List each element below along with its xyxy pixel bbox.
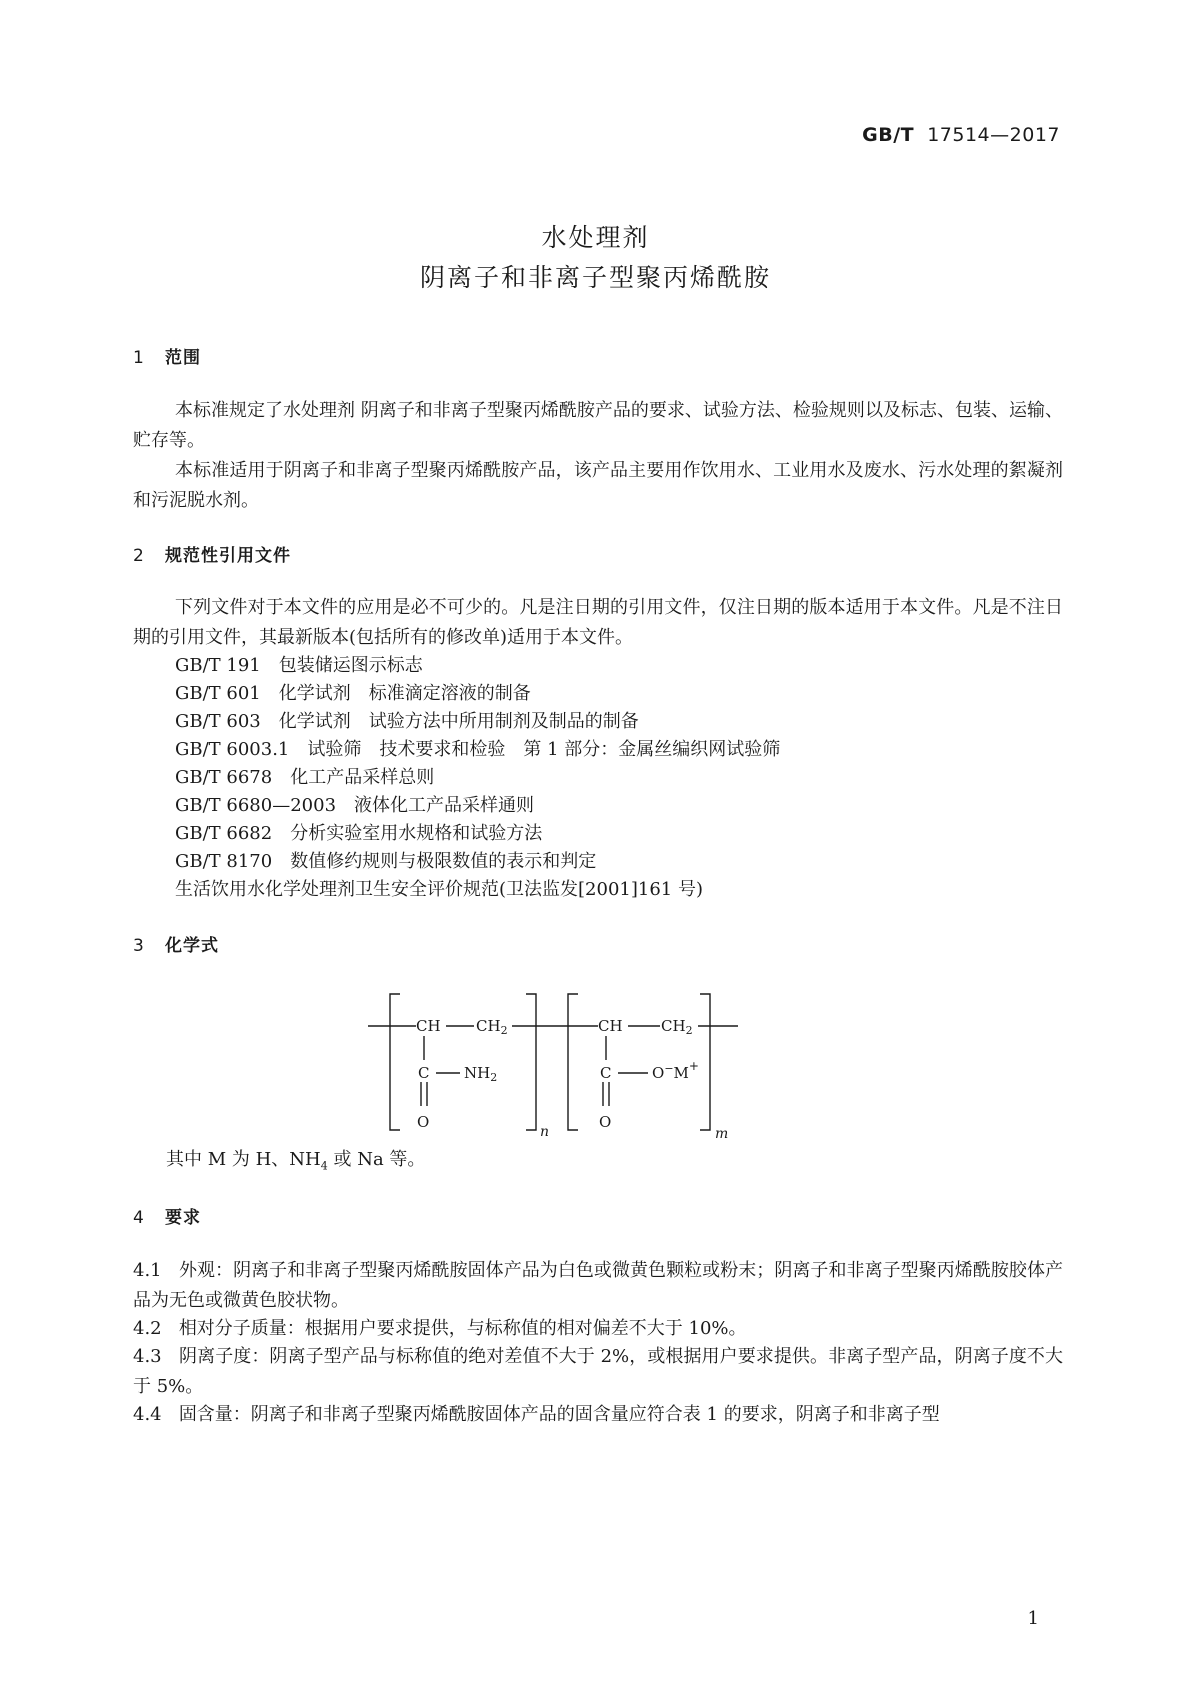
section-title: 化学式 (165, 936, 219, 956)
section-heading-formula (133, 931, 219, 956)
reference-item: GB/T 603 化学试剂 试验方法中所用制剂及制品的制备 (175, 711, 639, 732)
section-heading-requirements (133, 1203, 201, 1228)
atom-o: O (417, 1113, 430, 1131)
section-number: 1 (133, 348, 145, 368)
atom-ch: CH (416, 1017, 441, 1035)
references-intro: 下列文件对于本文件的应用是必不可少的。凡是注日期的引用文件，仅注日期的版本适用于本文件。凡是不注日期的引用文件，其最新版本(包括所有的修改单)适用于本文件。 (133, 597, 1063, 648)
standard-code (862, 124, 1060, 146)
subscript-m: m (715, 1126, 729, 1142)
left-bracket-1 (390, 994, 400, 1130)
atom-ch2: $CH_2$ (661, 1017, 693, 1037)
scope-paragraph-1: 本标准规定了水处理剂 阴离子和非离子型聚丙烯酰胺产品的要求、试验方法、检验规则以及标志、包装、运输、贮存等。 (133, 400, 1063, 451)
atom-c: C (418, 1064, 430, 1082)
section-number: 3 (133, 936, 145, 956)
clause-number: 4.2 (133, 1318, 162, 1339)
clause-text: 相对分子质量：根据用户要求提供，与标称值的相对偏差不大于 10%。 (178, 1318, 747, 1339)
page-number: 1 (1027, 1608, 1039, 1629)
formula-note: 其中 M 为 H、$NH_4$ 或 Na 等。 (166, 1149, 426, 1173)
reference-item: GB/T 8170 数值修约规则与极限数值的表示和判定 (175, 851, 597, 872)
section-heading-scope (133, 343, 201, 368)
reference-item: GB/T 6680—2003 液体化工产品采样通则 (175, 795, 535, 816)
atom-ch2: $CH_2$ (476, 1017, 508, 1037)
clause-text: 固含量：阴离子和非离子型聚丙烯酰胺固体产品的固含量应符合表 1 的要求，阴离子和非离子型 (178, 1404, 940, 1425)
standard-prefix: GB/T (862, 124, 915, 146)
section-title: 范围 (165, 348, 201, 368)
atom-ch: CH (598, 1017, 623, 1035)
title-line-1: 水处理剂 (541, 223, 650, 252)
scope-paragraph-2: 本标准适用于阴离子和非离子型聚丙烯酰胺产品，该产品主要用作饮用水、工业用水及废水、污水处理的絮凝剂和污泥脱水剂。 (133, 460, 1063, 511)
atom-c: C (600, 1064, 612, 1082)
right-bracket-1 (526, 994, 536, 1130)
section-title: 要求 (165, 1208, 201, 1228)
section-number: 4 (133, 1208, 145, 1228)
reference-item: GB/T 6678 化工产品采样总则 (175, 767, 435, 788)
clause-number: 4.4 (133, 1404, 162, 1425)
clause-4-2 (133, 1314, 1063, 1344)
reference-item: GB/T 191 包装储运图示标志 (175, 655, 423, 676)
group-nh2: $NH_2$ (464, 1064, 498, 1084)
reference-item: 生活饮用水化学处理剂卫生安全评价规范(卫法监发[2001]161 号) (175, 879, 703, 900)
chemical-structure-diagram (360, 980, 760, 1150)
reference-item: GB/T 6682 分析实验室用水规格和试验方法 (175, 823, 543, 844)
section-heading-references (133, 541, 291, 566)
section-number: 2 (133, 546, 145, 566)
clause-text: 外观：阴离子和非离子型聚丙烯酰胺固体产品为白色或微黄色颗粒或粉末；阴离子和非离子型聚丙烯酰胺胶体产品为无色或微黄色胶状物。 (133, 1260, 1063, 1311)
group-o-minus-m-plus: O−M+ (652, 1059, 699, 1082)
section-title: 规范性引用文件 (165, 546, 291, 566)
clause-4-1 (133, 1256, 1063, 1316)
reference-item: GB/T 601 化学试剂 标准滴定溶液的制备 (175, 683, 531, 704)
atom-o: O (599, 1113, 612, 1131)
subscript-n: n (540, 1124, 550, 1140)
standard-number: 17514—2017 (927, 124, 1060, 146)
clause-number: 4.1 (133, 1260, 162, 1281)
clause-text: 阴离子度：阴离子型产品与标称值的绝对差值不大于 2%，或根据用户要求提供。非离子型产品，阴离子度不大于 5%。 (133, 1346, 1063, 1397)
clause-4-3 (133, 1342, 1063, 1402)
reference-item: GB/T 6003.1 试验筛 技术要求和检验 第 1 部分：金属丝编织网试验筛 (175, 739, 781, 760)
right-bracket-2 (700, 994, 710, 1130)
left-bracket-2 (568, 994, 578, 1130)
title-line-2: 阴离子和非离子型聚丙烯酰胺 (419, 263, 771, 292)
clause-4-4 (133, 1400, 1063, 1430)
clause-number: 4.3 (133, 1346, 162, 1367)
